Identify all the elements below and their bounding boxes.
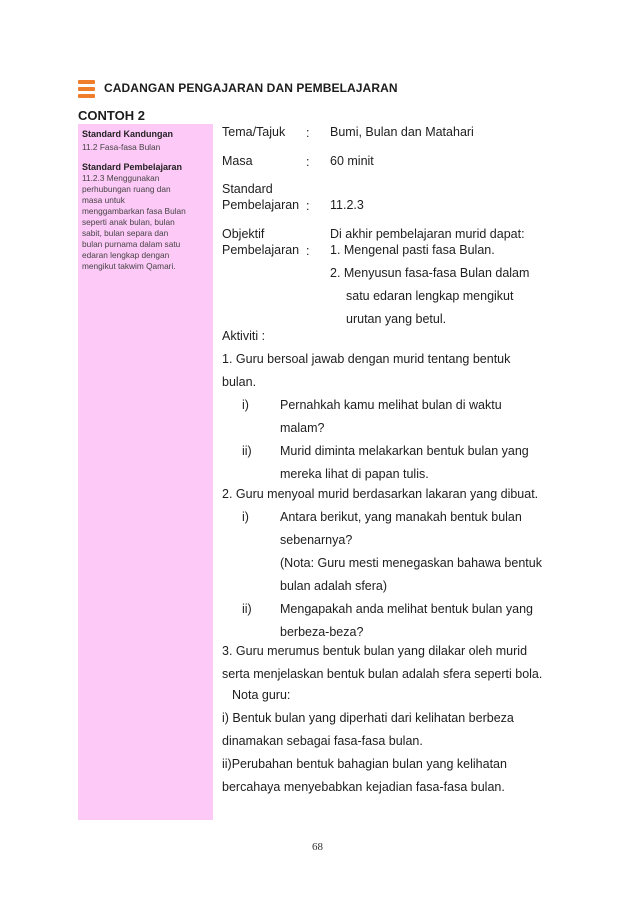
menu-bars-icon	[78, 80, 95, 99]
step1-ii-line1: Murid diminta melakarkan bentuk bulan yang	[280, 444, 529, 458]
sp-line: edaran lengkap dengan	[82, 250, 170, 260]
sp-line: masa untuk	[82, 195, 125, 205]
objektif-item-2-line2: satu edaran lengkap mengikut	[346, 289, 514, 303]
objektif-intro: Di akhir pembelajaran murid dapat:	[330, 227, 525, 241]
sp-line: seperti anak bulan, bulan	[82, 217, 175, 227]
step1-line2: bulan.	[222, 375, 257, 389]
step2-ii-number: ii)	[242, 602, 252, 616]
standard-pembelajaran-text	[82, 173, 210, 272]
section-title: CADANGAN PENGAJARAN DAN PEMBELAJARAN	[104, 81, 398, 95]
step1-line1: 1. Guru bersoal jawab dengan murid tentang bentuk	[222, 352, 511, 366]
standard-value: 11.2.3	[330, 198, 364, 212]
standard-label-line1: Standard	[222, 182, 273, 196]
objektif-label-line1: Objektif	[222, 227, 265, 241]
masa-label: Masa	[222, 154, 253, 168]
tema-colon: :	[306, 126, 310, 140]
masa-value: 60 minit	[330, 154, 374, 168]
step3-line2: serta menjelaskan bentuk bulan adalah sfera seperti bola.	[222, 667, 543, 681]
step1-ii-line2: mereka lihat di papan tulis.	[280, 467, 429, 481]
step1-i-line1: Pernahkah kamu melihat bulan di waktu	[280, 398, 502, 412]
step2-ii-line1: Mengapakah anda melihat bentuk bulan yang	[280, 602, 533, 616]
objektif-item-2-line1: 2. Menyusun fasa-fasa Bulan dalam	[330, 266, 530, 280]
nota-i-line2: dinamakan sebagai fasa-fasa bulan.	[222, 734, 423, 748]
sp-line: menggambarkan fasa Bulan	[82, 206, 186, 216]
sp-line: mengikut takwim Qamari.	[82, 261, 176, 271]
objektif-item-1: 1. Mengenal pasti fasa Bulan.	[330, 243, 495, 257]
nota-ii-line2: bercahaya menyebabkan kejadian fasa-fasa bulan.	[222, 780, 505, 794]
standard-kandungan-heading: Standard Kandungan	[82, 129, 174, 139]
nota-i-line1: i) Bentuk bulan yang diperhati dari kelihatan berbeza	[222, 711, 514, 725]
nota-heading: Nota guru:	[232, 688, 291, 702]
objektif-label-line2: Pembelajaran	[222, 243, 300, 257]
step2-i-number: i)	[242, 510, 249, 524]
standard-colon: :	[306, 199, 310, 213]
sp-line: bulan purnama dalam satu	[82, 239, 181, 249]
step2-i-line2: sebenarnya?	[280, 533, 353, 547]
sp-line: perhubungan ruang dan	[82, 184, 171, 194]
sp-line: sabit, bulan separa dan	[82, 228, 169, 238]
standard-label-line2: Pembelajaran	[222, 198, 300, 212]
tema-value: Bumi, Bulan dan Matahari	[330, 125, 474, 139]
step2-i-line1: Antara berikut, yang manakah bentuk bulan	[280, 510, 522, 524]
objektif-colon: :	[306, 244, 310, 258]
standard-kandungan-text: 11.2 Fasa-fasa Bulan	[82, 142, 161, 152]
page-number: 68	[312, 841, 323, 853]
step3-line1: 3. Guru merumus bentuk bulan yang dilakar oleh murid	[222, 644, 528, 658]
tema-label: Tema/Tajuk	[222, 125, 286, 139]
step1-i-line2: malam?	[280, 421, 325, 435]
aktiviti-heading: Aktiviti :	[222, 329, 266, 343]
step2-line1: 2. Guru menyoal murid berdasarkan lakaran yang dibuat.	[222, 487, 539, 501]
step2-ii-line2: berbeza-beza?	[280, 625, 364, 639]
step2-i-line3: (Nota: Guru mesti menegaskan bahawa bentuk	[280, 556, 542, 570]
step1-i-number: i)	[242, 398, 249, 412]
standard-pembelajaran-heading: Standard Pembelajaran	[82, 162, 183, 172]
example-label: CONTOH 2	[78, 108, 145, 123]
objektif-item-2-line3: urutan yang betul.	[346, 312, 447, 326]
step2-i-line4: bulan adalah sfera)	[280, 579, 388, 593]
nota-ii-line1: ii)Perubahan bentuk bahagian bulan yang kelihatan	[222, 757, 507, 771]
step1-ii-number: ii)	[242, 444, 252, 458]
masa-colon: :	[306, 155, 310, 169]
sp-line: 11.2.3 Menggunakan	[82, 173, 160, 183]
